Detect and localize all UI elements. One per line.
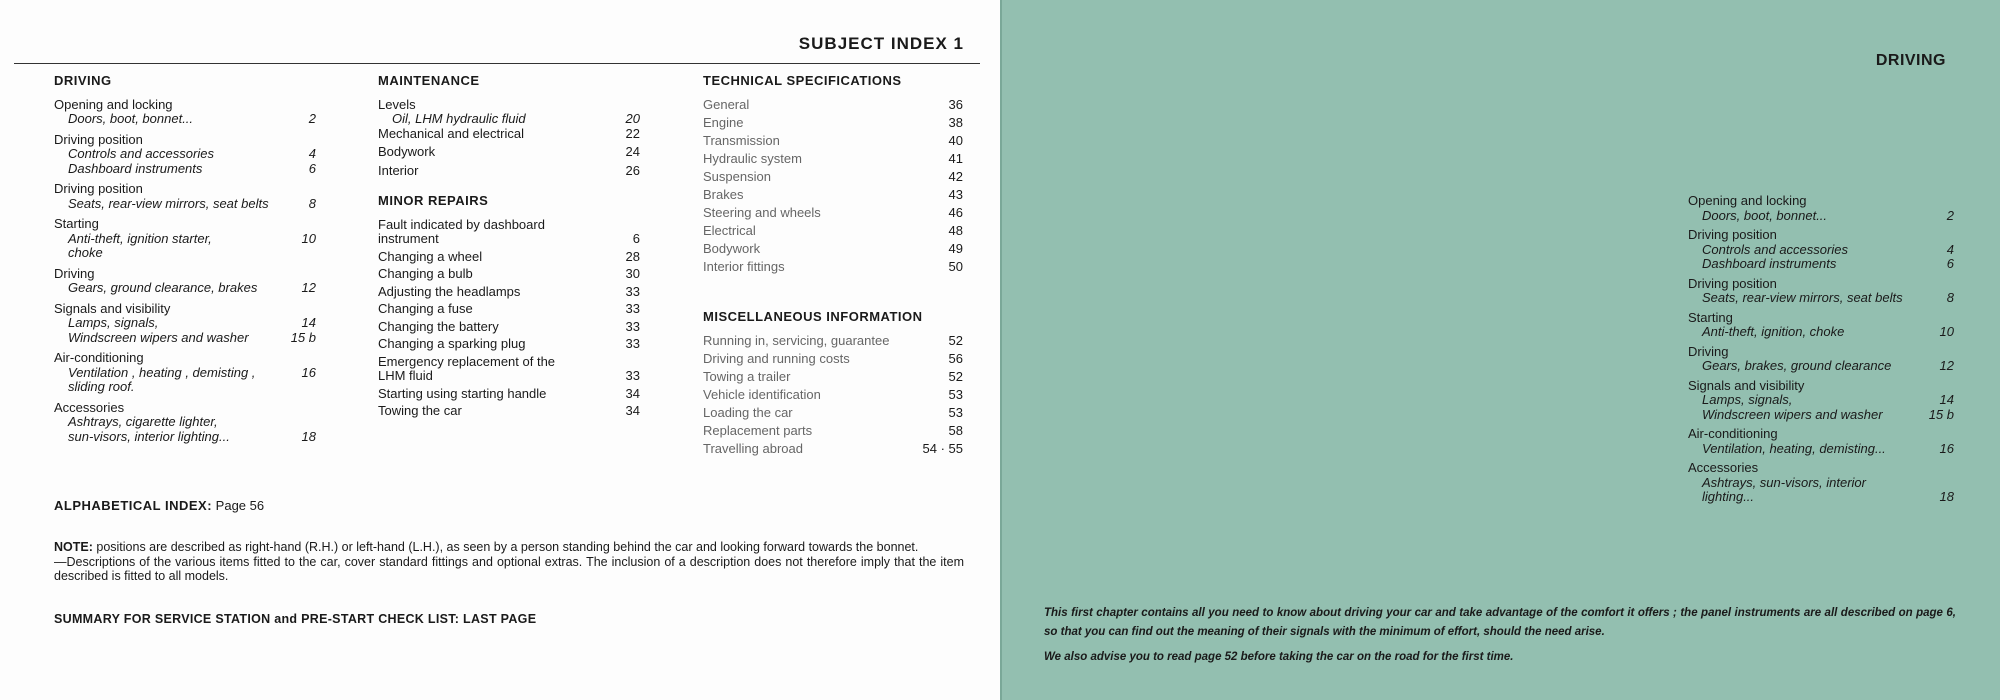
index-entry xyxy=(378,337,640,352)
entry-text: LHM fluid xyxy=(378,368,433,383)
minor-repairs-list xyxy=(378,218,640,419)
entry-text: Changing a wheel xyxy=(378,248,483,264)
index-entry xyxy=(378,127,640,142)
index-entry xyxy=(703,424,963,439)
index-group xyxy=(1688,427,1954,456)
entry-text: Anti-theft, ignition starter, xyxy=(68,230,212,246)
entry-page: 12 xyxy=(301,280,316,295)
index-group xyxy=(1688,311,1954,340)
index-entry xyxy=(378,355,640,370)
entry-page: 24 xyxy=(625,144,640,159)
index-group xyxy=(1688,194,1954,223)
entry-text: Towing the car xyxy=(378,403,462,418)
entry-text: Loading the car xyxy=(703,404,793,420)
index-entry xyxy=(378,320,640,335)
index-entry xyxy=(703,116,963,131)
index-entry xyxy=(378,112,640,127)
group-title: Air-conditioning xyxy=(1688,426,1778,441)
section-heading: TECHNICAL SPECIFICATIONS xyxy=(703,73,902,88)
entry-text: Dashboard instruments xyxy=(1702,256,1837,271)
index-entry xyxy=(54,415,316,430)
entry-text: Travelling abroad xyxy=(703,440,803,456)
index-group xyxy=(54,98,316,127)
index-entry xyxy=(703,260,963,275)
index-entry xyxy=(378,404,640,419)
note-label: NOTE: xyxy=(54,540,93,554)
entry-text: Dashboard instruments xyxy=(68,160,203,176)
index-entry xyxy=(703,370,963,385)
note-text: positions are described as right-hand (R.H.) or left-hand (L.H.), as seen by a person standing behind the car and looking forward towards the bonnet. xyxy=(96,540,919,554)
entry-page: 8 xyxy=(1946,290,1954,305)
entry-page: 22 xyxy=(625,125,640,141)
entry-text: Bodywork xyxy=(703,240,761,256)
entry-text: Levels xyxy=(378,96,416,112)
index-entry xyxy=(703,406,963,421)
group-title: Driving position xyxy=(1688,227,1777,242)
index-entry xyxy=(54,246,316,261)
entry-page: 4 xyxy=(1946,241,1954,257)
entry-text: Hydraulic system xyxy=(703,150,802,166)
index-entry xyxy=(703,388,963,403)
index-entry xyxy=(1688,359,1954,374)
driving-groups xyxy=(54,98,316,445)
entry-page: 33 xyxy=(625,336,640,351)
entry-text: Engine xyxy=(703,114,744,130)
index-entry xyxy=(703,334,963,349)
note-text-2: —Descriptions of the various items fitted to the car, cover standard fittings and optional extras. The inclusion of a description does not therefore imply that the item described is fitted to all models. xyxy=(54,554,964,583)
entry-text: Mechanical and electrical xyxy=(378,125,524,141)
header-rule xyxy=(14,63,980,64)
section-heading: MISCELLANEOUS INFORMATION xyxy=(703,309,923,324)
entry-text: Electrical xyxy=(703,222,756,238)
alphabetical-index xyxy=(54,498,264,513)
entry-text: lighting... xyxy=(1702,489,1755,504)
index-group xyxy=(54,217,316,261)
group-title: Accessories xyxy=(1688,460,1759,475)
entry-text: Driving and running costs xyxy=(703,350,850,366)
entry-page: 38 xyxy=(948,114,963,130)
index-entry xyxy=(54,380,316,395)
entry-page: 54 · 55 xyxy=(922,440,963,456)
entry-page: 58 xyxy=(948,422,963,438)
entry-text: instrument xyxy=(378,231,439,246)
entry-text: Changing the battery xyxy=(378,318,499,334)
index-entry xyxy=(1688,408,1954,423)
entry-text: Towing a trailer xyxy=(703,368,791,384)
entry-page: 33 xyxy=(625,318,640,334)
entry-page: 53 xyxy=(948,386,963,402)
entry-page: 26 xyxy=(625,162,640,178)
index-group xyxy=(1688,228,1954,272)
entry-page: 53 xyxy=(948,404,963,420)
entry-page: 34 xyxy=(625,403,640,418)
entry-page: 28 xyxy=(625,248,640,264)
entry-page: 41 xyxy=(948,150,963,166)
entry-page: 33 xyxy=(625,368,640,383)
entry-page: 43 xyxy=(948,186,963,202)
entry-text: Starting using starting handle xyxy=(378,385,547,401)
technical-list xyxy=(703,98,963,275)
entry-page: 50 xyxy=(948,258,963,274)
index-entry xyxy=(378,302,640,317)
misc-list xyxy=(703,334,963,457)
entry-text: Oil, LHM hydraulic fluid xyxy=(392,111,526,126)
index-entry xyxy=(54,147,316,162)
index-group xyxy=(1688,345,1954,374)
entry-text: Bodywork xyxy=(378,144,436,159)
entry-text: Lamps, signals, xyxy=(1702,392,1793,407)
group-title: Opening and locking xyxy=(54,96,173,112)
entry-text: Running in, servicing, guarantee xyxy=(703,332,890,348)
entry-text: sun-visors, interior lighting... xyxy=(68,428,230,444)
index-entry xyxy=(378,218,640,233)
entry-page: 36 xyxy=(948,96,963,112)
entry-page: 8 xyxy=(308,195,316,211)
technical-column xyxy=(703,74,963,460)
entry-text: Changing a sparking plug xyxy=(378,336,526,351)
index-entry xyxy=(378,387,640,402)
group-title: Driving xyxy=(54,265,95,281)
index-group xyxy=(54,133,316,177)
index-entry xyxy=(703,242,963,257)
entry-text: choke xyxy=(68,245,103,260)
entry-page: 10 xyxy=(301,230,316,246)
entry-page: 15 b xyxy=(290,329,316,345)
section-heading: DRIVING xyxy=(54,73,112,88)
entry-page: 16 xyxy=(1939,440,1954,456)
note-block xyxy=(54,540,964,584)
index-entry xyxy=(1688,209,1954,224)
index-entry xyxy=(1688,393,1954,408)
index-group xyxy=(54,351,316,395)
index-group xyxy=(54,302,316,346)
index-entry xyxy=(378,285,640,300)
index-entry xyxy=(1688,325,1954,340)
group-title: Driving position xyxy=(54,181,143,196)
index-entry xyxy=(1688,490,1954,505)
chapter-advice: We also advise you to read page 52 before taking the car on the road for the first time. xyxy=(1044,651,1514,663)
index-entry xyxy=(1688,257,1954,272)
entry-page: 30 xyxy=(625,266,640,281)
group-title: Driving position xyxy=(54,131,143,147)
entry-text: Windscreen wipers and washer xyxy=(1702,406,1883,422)
index-entry xyxy=(378,145,640,160)
entry-page: 18 xyxy=(301,428,316,444)
entry-text: Interior fittings xyxy=(703,258,785,274)
entry-page: 16 xyxy=(301,364,316,380)
index-entry xyxy=(378,267,640,282)
entry-text: Replacement parts xyxy=(703,422,813,438)
index-entry xyxy=(703,188,963,203)
entry-text: Steering and wheels xyxy=(703,204,821,220)
summary-line: SUMMARY FOR SERVICE STATION and PRE-START CHECK LIST: LAST PAGE xyxy=(54,612,537,626)
entry-text: Ashtrays, cigarette lighter, xyxy=(68,414,218,429)
entry-text: Gears, brakes, ground clearance xyxy=(1702,358,1892,373)
alpha-label: ALPHABETICAL INDEX: xyxy=(54,498,213,513)
index-group xyxy=(1688,379,1954,423)
entry-text: Controls and accessories xyxy=(68,146,214,161)
index-entry xyxy=(54,366,316,381)
index-group xyxy=(54,182,316,211)
entry-page: 34 xyxy=(625,385,640,401)
index-entry xyxy=(54,112,316,127)
index-entry xyxy=(54,162,316,177)
entry-page: 42 xyxy=(948,168,963,184)
entry-page: 6 xyxy=(632,231,640,246)
group-title: Driving position xyxy=(1688,275,1777,291)
entry-page: 4 xyxy=(308,146,316,161)
index-group xyxy=(54,267,316,296)
entry-text: Changing a bulb xyxy=(378,266,473,281)
index-entry xyxy=(703,352,963,367)
group-title: Driving xyxy=(1688,343,1729,359)
entry-text: General xyxy=(703,96,750,112)
entry-text: Windscreen wipers and washer xyxy=(68,329,249,345)
entry-text: Lamps, signals, xyxy=(68,315,159,330)
index-entry xyxy=(703,98,963,113)
page-title: SUBJECT INDEX 1 xyxy=(798,34,964,53)
entry-page: 18 xyxy=(1939,489,1954,504)
entry-text: sliding roof. xyxy=(68,379,135,394)
entry-page: 33 xyxy=(625,301,640,316)
entry-text: Ventilation , heating , demisting , xyxy=(68,364,256,380)
index-entry xyxy=(378,369,640,384)
entry-page: 6 xyxy=(1946,256,1954,271)
index-entry xyxy=(378,164,640,179)
entry-text: Controls and accessories xyxy=(1702,241,1848,257)
entry-page: 48 xyxy=(948,222,963,238)
index-entry xyxy=(54,281,316,296)
entry-text: Seats, rear-view mirrors, seat belts xyxy=(1702,290,1903,305)
entry-page: 14 xyxy=(1939,392,1954,407)
entry-text: Adjusting the headlamps xyxy=(378,283,521,299)
entry-text: Doors, boot, bonnet... xyxy=(1702,207,1828,223)
group-title: Opening and locking xyxy=(1688,193,1807,208)
index-group xyxy=(54,401,316,445)
group-title: Starting xyxy=(54,216,99,231)
group-title: Accessories xyxy=(54,399,125,415)
entry-page: 6 xyxy=(308,160,316,176)
entry-page: 10 xyxy=(1939,324,1954,339)
section-heading: MINOR REPAIRS xyxy=(378,193,489,208)
index-entry xyxy=(703,224,963,239)
entry-text: Doors, boot, bonnet... xyxy=(68,111,194,126)
entry-page: 52 xyxy=(948,332,963,348)
index-entry xyxy=(703,152,963,167)
index-entry xyxy=(378,98,640,113)
index-entry xyxy=(1688,442,1954,457)
group-title: Starting xyxy=(1688,309,1733,325)
group-title: Signals and visibility xyxy=(1688,377,1805,393)
index-entry xyxy=(378,250,640,265)
index-entry xyxy=(54,316,316,331)
chapter-intro: This first chapter contains all you need to know about driving your car and take advantage of the comfort it offers ; the panel instruments are all described on page 6, so that you can find out the meaning of their signals with the minimum of effort, should the need arise. xyxy=(1044,607,1956,638)
entry-text: Transmission xyxy=(703,132,780,148)
entry-page: 12 xyxy=(1939,358,1954,373)
index-group xyxy=(1688,277,1954,306)
entry-text: Gears, ground clearance, brakes xyxy=(68,280,258,295)
entry-page: 20 xyxy=(625,111,640,126)
index-entry xyxy=(703,206,963,221)
entry-text: Ashtrays, sun-visors, interior xyxy=(1702,474,1866,490)
entry-page: 15 b xyxy=(1928,406,1954,422)
alpha-value: Page 56 xyxy=(215,498,265,513)
maintenance-list xyxy=(378,98,640,179)
entry-text: Ventilation, heating, demisting... xyxy=(1702,440,1886,456)
index-entry xyxy=(54,197,316,212)
entry-page: 2 xyxy=(1946,207,1954,223)
maintenance-column xyxy=(378,74,640,422)
index-entry xyxy=(703,442,963,457)
index-entry xyxy=(54,232,316,247)
entry-text: Seats, rear-view mirrors, seat belts xyxy=(68,195,269,211)
index-entry xyxy=(1688,243,1954,258)
index-entry xyxy=(54,331,316,346)
entry-page: 33 xyxy=(625,283,640,299)
entry-page: 14 xyxy=(301,315,316,330)
group-title: Signals and visibility xyxy=(54,300,171,316)
driving-chapter-page xyxy=(1000,0,2000,700)
entry-text: Brakes xyxy=(703,186,744,202)
entry-page: 40 xyxy=(948,132,963,148)
index-entry xyxy=(1688,476,1954,491)
entry-text: Anti-theft, ignition, choke xyxy=(1702,324,1845,339)
index-group xyxy=(1688,461,1954,505)
entry-text: Emergency replacement of the xyxy=(378,353,556,369)
entry-page: 49 xyxy=(948,240,963,256)
index-entry xyxy=(1688,291,1954,306)
entry-page: 46 xyxy=(948,204,963,220)
entry-text: Vehicle identification xyxy=(703,386,821,402)
driving-column xyxy=(54,74,316,450)
group-title: Air-conditioning xyxy=(54,350,144,365)
index-entry xyxy=(54,430,316,445)
index-entry xyxy=(703,134,963,149)
chapter-contents xyxy=(1688,194,1954,510)
entry-page: 52 xyxy=(948,368,963,384)
section-heading: MAINTENANCE xyxy=(378,73,480,88)
entry-text: Fault indicated by dashboard xyxy=(378,216,545,232)
entry-text: Changing a fuse xyxy=(378,301,473,316)
entry-text: Suspension xyxy=(703,168,771,184)
index-entry xyxy=(703,170,963,185)
chapter-title: DRIVING xyxy=(1875,52,1946,69)
index-entry xyxy=(378,232,640,247)
entry-page: 56 xyxy=(948,350,963,366)
entry-text: Interior xyxy=(378,162,419,178)
entry-page: 2 xyxy=(308,111,316,126)
